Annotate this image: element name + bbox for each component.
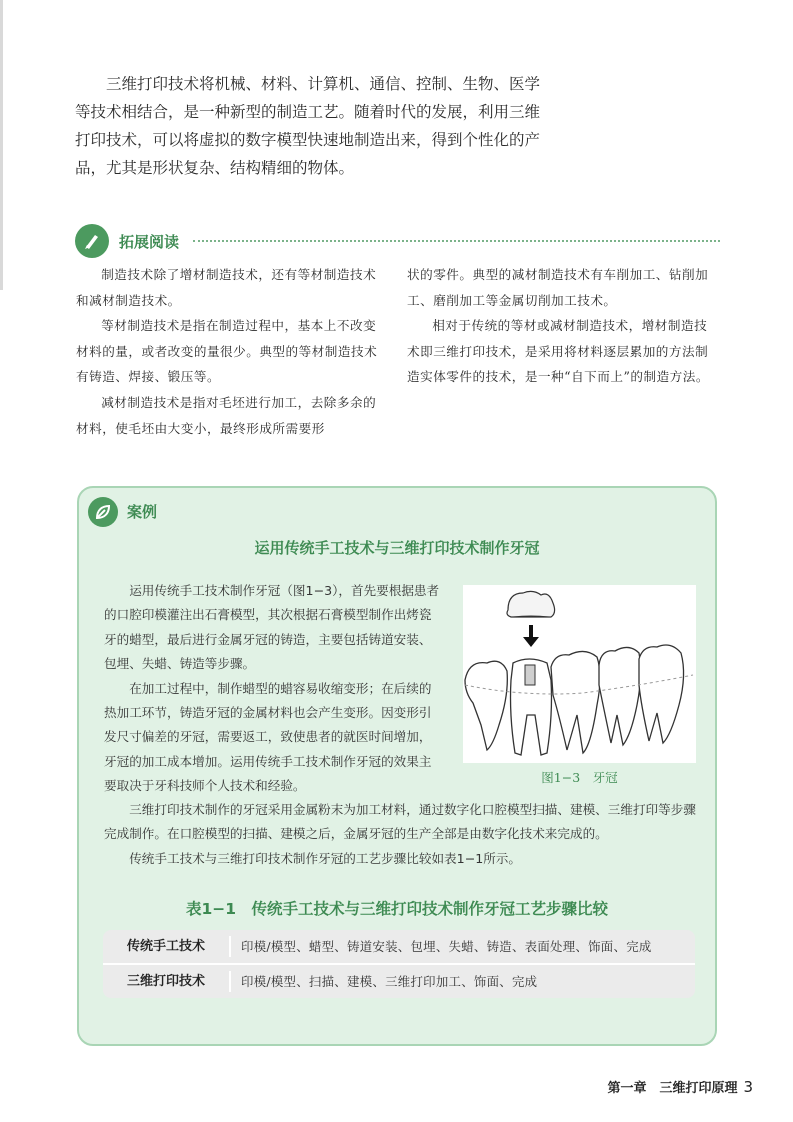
- case-paragraph: 运用传统手工技术制作牙冠（图1−3），首先要根据患者的口腔印模灌注出石膏模型，其次根据石膏模型制作出烤瓷牙的蜡型，最后进行金属牙冠的铸造，主要包括铸道安装、包埋、失蜡、铸造等步骤。: [104, 583, 440, 672]
- table-row: [103, 965, 695, 998]
- case-paragraph: 三维打印技术制作的牙冠采用金属粉末为加工材料，通过数字化口腔模型扫描、建模、三维打印等步骤完成制作。在口腔模型的扫描、建模之后，金属牙冠的生产全部是由数字化技术来完成的。: [104, 802, 696, 842]
- extended-paragraph: 状的零件。典型的减材制造技术有车削加工、钻削加工、磨削加工等金属切削加工技术。: [407, 267, 709, 308]
- table-steps-cell: 印模/模型、蜡型、铸道安装、包埋、失蜡、铸造、表面处理、饰面、完成: [241, 939, 652, 954]
- extended-paragraph: 减材制造技术是指对毛坯进行加工，去除多余的材料，使毛坯由大变小，最终形成所需要形: [76, 394, 377, 436]
- case-label: 案例: [127, 503, 158, 521]
- extended-paragraph: 相对于传统的等材或减材制造技术，增材制造技术即三维打印技术，是采用将材料逐层累加的方法制造实体零件的技术，是一种“自下而上”的制造方法。: [407, 318, 709, 385]
- case-box: [77, 486, 717, 1046]
- table-row: [103, 930, 695, 965]
- table-method-cell: 传统手工技术: [126, 939, 205, 954]
- tooth-crown-figure: [463, 585, 696, 763]
- pen-icon: [75, 224, 109, 258]
- extended-paragraph: 制造技术除了增材制造技术，还有等材制造技术和减材制造技术。: [76, 267, 377, 308]
- cell-divider: [229, 936, 231, 957]
- leaf-icon: [88, 497, 118, 527]
- intro-text: 三维打印技术将机械、材料、计算机、通信、控制、生物、医学等技术相结合，是一种新型的制造工艺。随着时代的发展，利用三维打印技术，可以将虚拟的数字模型快速地制造出来，得到个性化的产品，尤其是形状复杂、结构精细的物体。: [75, 75, 541, 177]
- extended-reading-title: 拓展阅读: [119, 233, 180, 251]
- case-paragraph: 传统手工技术与三维打印技术制作牙冠的工艺步骤比较如表1−1所示。: [129, 850, 521, 866]
- page-footer: [607, 1077, 753, 1096]
- dotted-divider: [193, 240, 720, 242]
- page-number: 3: [743, 1078, 753, 1096]
- case-title: 运用传统手工技术与三维打印技术制作牙冠: [254, 539, 540, 557]
- chapter-title: 第一章 三维打印原理: [607, 1081, 738, 1096]
- extended-right-column: [407, 262, 719, 390]
- table-title: 表1−1 传统手工技术与三维打印技术制作牙冠工艺步骤比较: [185, 900, 609, 918]
- case-wide-text: [104, 798, 704, 871]
- intro-paragraph: [75, 70, 555, 182]
- table-method-cell: 三维打印技术: [126, 974, 205, 989]
- case-paragraph: 在加工过程中，制作蜡型的蜡容易收缩变形；在后续的热加工环节，铸造牙冠的金属材料也会产生变形。因变形引发尺寸偏差的牙冠，需要返工，致使患者的就医时间增加，牙冠的加工成本增加。运用传统手工技术制作牙冠的效果主要取决于牙科技师个人技术和经验。: [104, 680, 432, 794]
- table-steps-cell: 印模/模型、扫描、建模、三维打印加工、饰面、完成: [241, 974, 538, 989]
- page-edge: [0, 0, 3, 290]
- figure-caption: 图1−3 牙冠: [541, 770, 618, 785]
- extended-paragraph: 等材制造技术是指在制造过程中，基本上不改变材料的量，或者改变的量很少。典型的等材制造技术有铸造、焊接、锻压等。: [76, 318, 378, 385]
- extended-left-column: [76, 262, 388, 441]
- case-body-text: [104, 579, 444, 799]
- extended-reading-header: [75, 224, 720, 260]
- cell-divider: [229, 971, 231, 992]
